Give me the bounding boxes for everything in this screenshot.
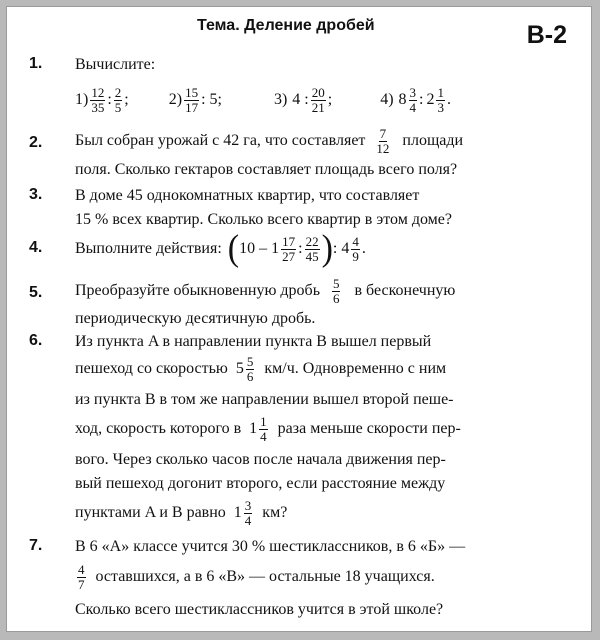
problem-7-line-3: Сколько всего шестиклассников учится в этой школе?	[75, 601, 444, 618]
fraction: $\frac{15}{17}$	[185, 84, 199, 115]
item-2-label: 2)	[168, 91, 183, 108]
problem-3-number: 3.	[29, 186, 43, 203]
problem-5-number: 5.	[29, 284, 43, 301]
problem-4-expression: Выполните действия: ( 10 – 1 $\frac{17}{27}$ : $\frac{22}{45}$ ) : 4 $\frac{4}{9}$ .	[75, 228, 366, 269]
problem-6-line-5: вого. Через сколько часов после начала движения пер-	[75, 451, 446, 468]
variant-label: В-2	[526, 21, 567, 49]
problem-1-number: 1.	[29, 55, 43, 72]
problem-6-number: 6.	[29, 332, 43, 349]
fraction: $\frac{1}{4}$	[260, 413, 267, 444]
fraction: $\frac{3}{4}$	[409, 84, 417, 115]
fraction: $\frac{17}{27}$	[282, 233, 296, 264]
item-4-label: 4)	[380, 91, 394, 108]
fraction: $\frac{4}{9}$	[352, 233, 359, 264]
problem-6-line-4: ход, скорость которого в 1 $\frac{1}{4}$ раза меньше скорости пер-	[75, 413, 461, 444]
fraction: $\frac{12}{35}$	[91, 84, 105, 115]
problem-3-line-1: В доме 45 однокомнатных квартир, что составляет	[75, 187, 420, 204]
problem-6-line-7: пунктами A и B равно 1 $\frac{3}{4}$ км?	[75, 497, 288, 528]
problem-5-line-1: Преобразуйте обыкновенную дробь $\frac{5}{6}$ в бесконечную	[75, 275, 456, 306]
problem-2-line-1: Был собран урожай с 42 га, что составляет $\frac{7}{12}$ площади	[75, 125, 464, 156]
fraction: $\frac{4}{7}$	[78, 561, 85, 592]
problem-2-line-2: поля. Сколько гектаров составляет площадь всего поля?	[75, 161, 458, 178]
item-1-label: 1)	[75, 91, 89, 108]
fraction: $\frac{22}{45}$	[305, 233, 319, 264]
problem-6-line-3: из пункта B в том же направлении вышел второй пеше-	[75, 391, 454, 408]
problem-7-number: 7.	[29, 537, 43, 554]
fraction: $\frac{1}{3}$	[437, 84, 444, 115]
item-3-label: 3)	[273, 91, 288, 108]
page-title: Тема. Деление дробей	[197, 17, 375, 34]
problem-1-text: Вычислите:	[75, 56, 156, 73]
problem-7-line-1: В 6 «А» классе учится 30 % шестиклассников, в 6 «Б» —	[75, 538, 466, 555]
problem-7-line-2: $\frac{4}{7}$ оставшихся, а в 6 «В» — остальные 18 учащихся.	[78, 561, 435, 592]
fraction: $\frac{3}{4}$	[244, 497, 252, 528]
worksheet	[6, 6, 592, 632]
fraction: $\frac{2}{5}$	[114, 84, 122, 115]
fraction: $\frac{20}{21}$	[311, 84, 325, 115]
problem-4-number: 4.	[29, 239, 43, 256]
problem-6-line-2: пешеход со скоростью 5 $\frac{5}{6}$ км/ч. Одновременно с ним	[75, 353, 447, 384]
problem-6-line-1: Из пункта A в направлении пункта B вышел первый	[75, 333, 432, 350]
problem-5-line-2: периодическую десятичную дробь.	[75, 310, 316, 327]
fraction: $\frac{5}{6}$	[332, 275, 340, 306]
problem-6-line-6: вый пешеход догонит второго, если расстояние между	[75, 475, 446, 492]
problem-1-items: 1) $\frac{12}{35}$ : $\frac{2}{5}$ ; 2) $\frac{15}{17}$ : 5; 3) 4 : $\frac{20}{21}$ ; 4) 8 $\frac{3}{4}$ : 2 $\frac{1}{3}$ .	[75, 84, 451, 115]
problem-2-number: 2.	[29, 134, 43, 151]
problem-3-line-2: 15 % всех квартир. Сколько всего квартир в этом доме?	[75, 211, 452, 228]
fraction: $\frac{5}{6}$	[246, 353, 254, 384]
fraction: $\frac{7}{12}$	[376, 125, 390, 156]
